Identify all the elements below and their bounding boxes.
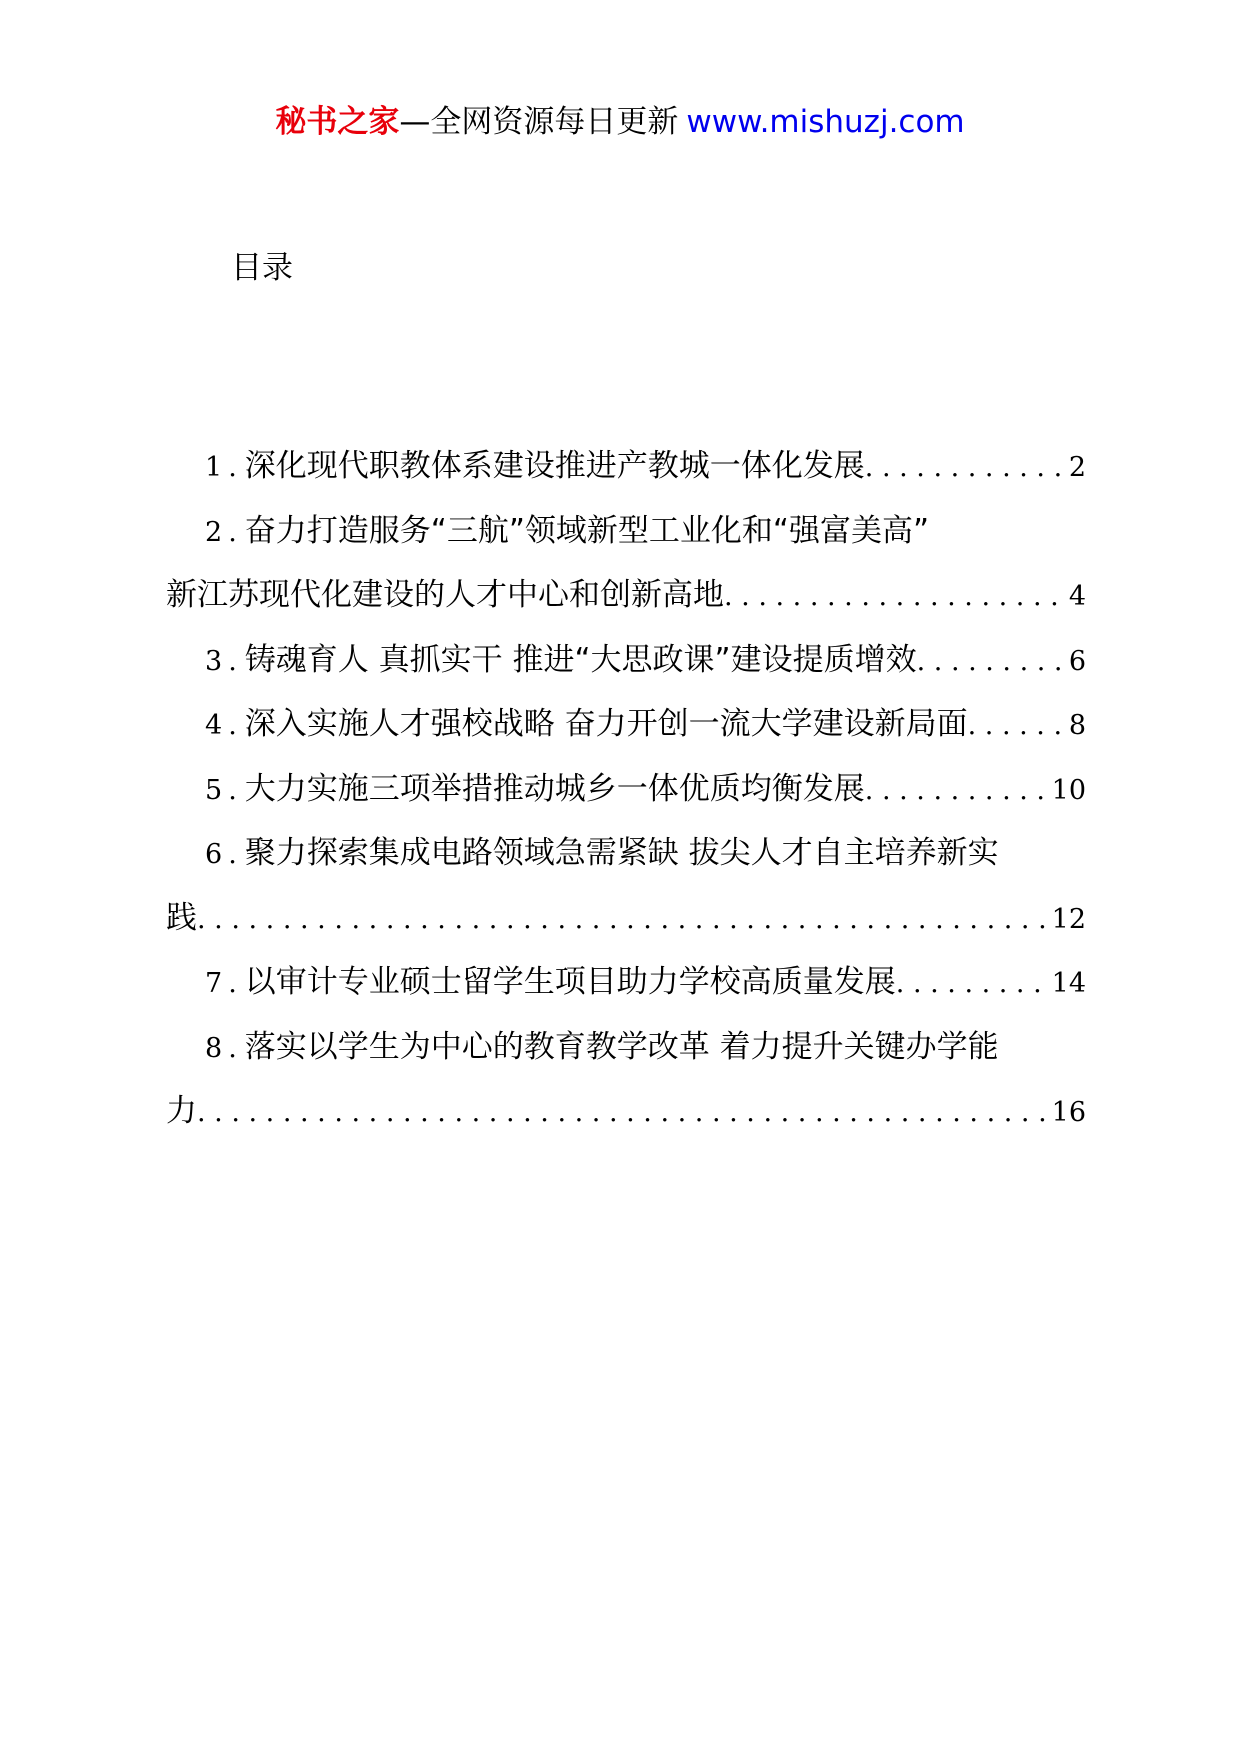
- toc-page-number: 2: [1068, 452, 1086, 483]
- toc-entry-6-continued[interactable]: [166, 886, 1086, 951]
- toc-dot-leader: [865, 759, 1048, 822]
- toc-entry-title: 聚力探索集成电路领域急需紧缺 拔尖人才自主培养新实: [244, 835, 999, 871]
- toc-entry-title: 以审计专业硕士留学生项目助力学校高质量发展: [244, 964, 896, 1000]
- toc-dot-leader: [197, 888, 1048, 951]
- toc-entry-number: 2: [205, 516, 223, 548]
- toc-entry-2[interactable]: 2 . 奋力打造服务“三航”领域新型工业化和“强富美高”: [166, 499, 1086, 564]
- toc-entry-number: 6: [205, 839, 223, 870]
- toc-entry-title-continued: 新江苏现代化建设的人才中心和创新高地: [166, 577, 724, 613]
- toc-page-number: 14: [1051, 968, 1086, 999]
- toc-entry-title: 奋力打造服务“三航”领域新型工业化和“强富美高”: [244, 512, 930, 549]
- toc-entry-title: 深化现代职教体系建设推进产教城一体化发展: [244, 448, 865, 484]
- toc-entry-number: 4: [205, 710, 223, 741]
- site-brand: 秘书之家: [275, 104, 400, 140]
- toc-entry-6[interactable]: 6 . 聚力探索集成电路领域急需紧缺 拔尖人才自主培养新实: [166, 821, 1086, 886]
- site-url-link[interactable]: www.mishuzj.com: [686, 104, 965, 140]
- toc-dot-leader: [197, 1081, 1048, 1144]
- toc-entry-7[interactable]: 7 . 以审计专业硕士留学生项目助力学校高质量发展 . . . 14: [166, 950, 1086, 1015]
- toc-dot-leader: [968, 694, 1065, 757]
- toc-entry-number: 5: [205, 774, 223, 806]
- toc-entry-8-continued[interactable]: [166, 1079, 1086, 1144]
- site-slogan: —全网资源每日更新: [399, 104, 679, 140]
- toc-dot-leader: [896, 952, 1048, 1015]
- toc-entry-5[interactable]: 5 . 大力实施三项举措推动城乡一体优质均衡发展 . . . 10: [166, 757, 1086, 822]
- toc-entry-title: 深入实施人才强校战略 奋力开创一流大学建设新局面: [244, 706, 968, 742]
- toc-entry-1[interactable]: 1 . 深化现代职教体系建设推进产教城一体化发展 . . . 2: [166, 434, 1086, 499]
- toc-entry-title: 铸魂育人 真抓实干 推进“大思政课”建设提质增效: [244, 641, 917, 678]
- toc-entry-8[interactable]: 8 . 落实以学生为中心的教育教学改革 着力提升关键办学能: [166, 1015, 1086, 1080]
- toc-page-number: 6: [1068, 645, 1086, 677]
- toc-entry-title: 大力实施三项举措推动城乡一体优质均衡发展: [244, 770, 865, 807]
- toc-dot-leader: [724, 565, 1065, 628]
- toc-entry-number: 8: [205, 1032, 223, 1064]
- toc-entry-number: 7: [205, 968, 223, 999]
- toc-entry-number: 3: [205, 645, 223, 677]
- table-of-contents: [166, 434, 1086, 1144]
- toc-entry-number: 1: [205, 452, 223, 483]
- toc-entry-4[interactable]: 4 . 深入实施人才强校战略 奋力开创一流大学建设新局面 . . . 8: [166, 692, 1086, 757]
- toc-page-number: 4: [1068, 581, 1086, 612]
- toc-page-number: 8: [1068, 710, 1086, 741]
- toc-dot-leader: [917, 630, 1065, 693]
- toc-entry-title: 落实以学生为中心的教育教学改革 着力提升关键办学能: [244, 1028, 999, 1065]
- toc-entry-3[interactable]: 3 . 铸魂育人 真抓实干 推进“大思政课”建设提质增效 . . . 6: [166, 628, 1086, 693]
- toc-page-number: 12: [1051, 903, 1086, 935]
- site-header: [0, 100, 1240, 144]
- toc-entry-2-continued[interactable]: [166, 563, 1086, 628]
- toc-entry-title-continued: 践: [166, 899, 197, 936]
- toc-title: 目录: [231, 250, 293, 286]
- toc-page-number: 16: [1051, 1097, 1086, 1128]
- toc-entry-title-continued: 力: [166, 1093, 197, 1129]
- toc-page-number: 10: [1051, 774, 1086, 806]
- toc-dot-leader: [865, 436, 1065, 499]
